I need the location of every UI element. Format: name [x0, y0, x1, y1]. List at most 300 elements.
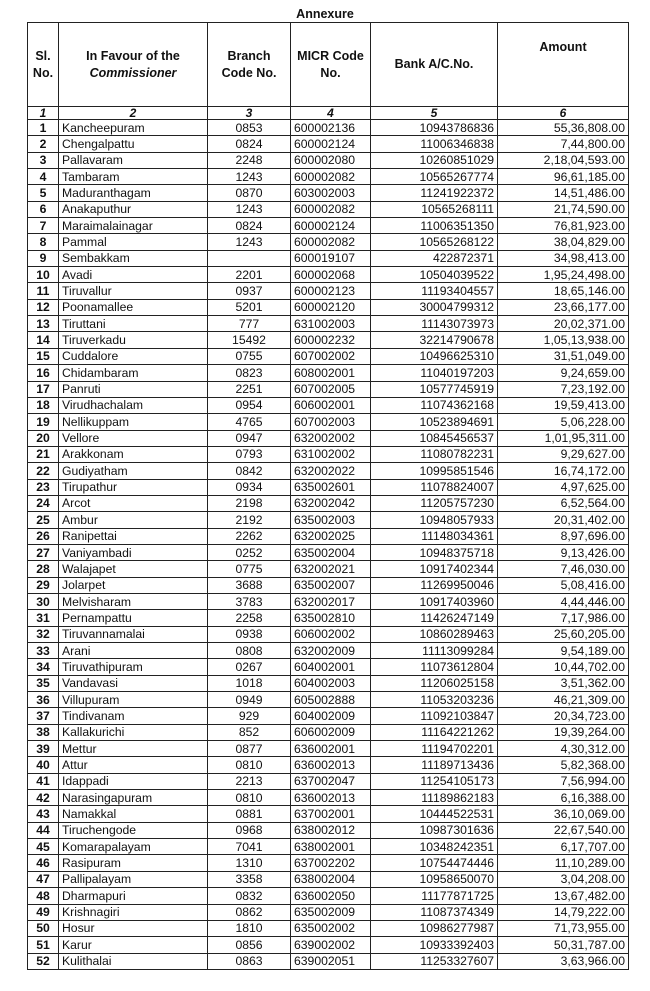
branch-code-cell: 0775	[208, 561, 291, 577]
sl-no-cell: 28	[28, 561, 59, 577]
sl-no-cell: 41	[28, 773, 59, 789]
table-row	[28, 381, 629, 397]
sl-no-cell: 48	[28, 888, 59, 904]
sl-no-cell: 26	[28, 528, 59, 544]
branch-code-cell: 3783	[208, 593, 291, 609]
branch-code-cell: 2201	[208, 267, 291, 283]
amount-cell: 36,10,069.00	[498, 806, 629, 822]
branch-code-cell	[208, 250, 291, 266]
table-row	[28, 675, 629, 691]
account-number-cell: 11206025158	[371, 675, 498, 691]
amount-cell: 6,16,388.00	[498, 790, 629, 806]
column-number: 2	[59, 107, 208, 120]
table-row	[28, 267, 629, 283]
table-row	[28, 920, 629, 936]
commissioner-cell: Gudiyatham	[59, 463, 208, 479]
sl-no-cell: 11	[28, 283, 59, 299]
branch-code-cell: 0810	[208, 757, 291, 773]
commissioner-cell: Komarapalayam	[59, 839, 208, 855]
table-row	[28, 495, 629, 511]
amount-cell: 4,30,312.00	[498, 741, 629, 757]
commissioner-cell: Chengalpattu	[59, 136, 208, 152]
branch-code-cell: 1810	[208, 920, 291, 936]
header-in-favour	[59, 23, 208, 107]
sl-no-cell: 29	[28, 577, 59, 593]
amount-cell: 3,04,208.00	[498, 871, 629, 887]
commissioner-cell: Walajapet	[59, 561, 208, 577]
micr-code-cell: 600019107	[291, 250, 371, 266]
micr-code-cell: 637002047	[291, 773, 371, 789]
table-row	[28, 479, 629, 495]
header-bank-account: Bank A/C.No.	[371, 23, 498, 107]
account-number-cell: 30004799312	[371, 299, 498, 315]
column-number: 1	[28, 107, 59, 120]
account-number-cell: 10348242351	[371, 839, 498, 855]
table-row	[28, 871, 629, 887]
table-row	[28, 348, 629, 364]
amount-cell: 10,44,702.00	[498, 659, 629, 675]
commissioner-cell: Tiruvathipuram	[59, 659, 208, 675]
header-branch-code: Branch Code No.	[208, 23, 291, 107]
micr-code-cell: 635002007	[291, 577, 371, 593]
account-number-cell: 10565267774	[371, 169, 498, 185]
micr-code-cell: 637002001	[291, 806, 371, 822]
account-number-cell: 11006346838	[371, 136, 498, 152]
account-number-cell: 10523894691	[371, 414, 498, 430]
table-row	[28, 806, 629, 822]
amount-cell: 20,31,402.00	[498, 512, 629, 528]
micr-code-cell: 639002002	[291, 937, 371, 953]
micr-code-cell: 639002051	[291, 953, 371, 969]
account-number-cell: 32214790678	[371, 332, 498, 348]
account-number-cell: 10260851029	[371, 152, 498, 168]
commissioner-cell: Attur	[59, 757, 208, 773]
commissioner-cell: Vandavasi	[59, 675, 208, 691]
micr-code-cell: 600002080	[291, 152, 371, 168]
branch-code-cell: 0937	[208, 283, 291, 299]
micr-code-cell: 603002003	[291, 185, 371, 201]
micr-code-cell: 604002009	[291, 708, 371, 724]
commissioner-cell: Poonamallee	[59, 299, 208, 315]
amount-cell: 4,97,625.00	[498, 479, 629, 495]
commissioner-cell: Sembakkam	[59, 250, 208, 266]
branch-code-cell: 0832	[208, 888, 291, 904]
account-number-cell: 10845456537	[371, 430, 498, 446]
commissioner-cell: Dharmapuri	[59, 888, 208, 904]
column-number-row	[28, 107, 629, 120]
account-number-cell: 422872371	[371, 250, 498, 266]
amount-cell: 7,46,030.00	[498, 561, 629, 577]
amount-cell: 4,44,446.00	[498, 593, 629, 609]
amount-cell: 7,17,986.00	[498, 610, 629, 626]
commissioner-cell: Avadi	[59, 267, 208, 283]
micr-code-cell: 632002009	[291, 643, 371, 659]
branch-code-cell: 5201	[208, 299, 291, 315]
table-row	[28, 414, 629, 430]
branch-code-cell: 0934	[208, 479, 291, 495]
amount-cell: 76,81,923.00	[498, 218, 629, 234]
commissioner-cell: Tambaram	[59, 169, 208, 185]
header-sl-no: Sl. No.	[28, 23, 59, 107]
column-number: 5	[371, 107, 498, 120]
table-row	[28, 741, 629, 757]
amount-cell: 38,04,829.00	[498, 234, 629, 250]
branch-code-cell: 2213	[208, 773, 291, 789]
table-row	[28, 365, 629, 381]
branch-code-cell: 15492	[208, 332, 291, 348]
commissioner-cell: Idappadi	[59, 773, 208, 789]
branch-code-cell: 0842	[208, 463, 291, 479]
amount-cell: 2,18,04,593.00	[498, 152, 629, 168]
table-row	[28, 822, 629, 838]
amount-cell: 5,08,416.00	[498, 577, 629, 593]
branch-code-cell: 777	[208, 316, 291, 332]
amount-cell: 11,10,289.00	[498, 855, 629, 871]
branch-code-cell: 0870	[208, 185, 291, 201]
commissioner-cell: Hosur	[59, 920, 208, 936]
amount-cell: 25,60,205.00	[498, 626, 629, 642]
table-row	[28, 643, 629, 659]
amount-cell: 71,73,955.00	[498, 920, 629, 936]
commissioner-cell: Jolarpet	[59, 577, 208, 593]
amount-cell: 3,51,362.00	[498, 675, 629, 691]
amount-cell: 9,54,189.00	[498, 643, 629, 659]
branch-code-cell: 7041	[208, 839, 291, 855]
amount-cell: 9,24,659.00	[498, 365, 629, 381]
table-row	[28, 463, 629, 479]
account-number-cell: 10986277987	[371, 920, 498, 936]
amount-cell: 9,29,627.00	[498, 446, 629, 462]
branch-code-cell: 4765	[208, 414, 291, 430]
commissioner-cell: Pernampattu	[59, 610, 208, 626]
micr-code-cell: 636002050	[291, 888, 371, 904]
amount-cell: 1,05,13,938.00	[498, 332, 629, 348]
table-row	[28, 512, 629, 528]
sl-no-cell: 25	[28, 512, 59, 528]
sl-no-cell: 1	[28, 120, 59, 136]
table-row	[28, 316, 629, 332]
header-amount: Amount	[498, 23, 629, 107]
micr-code-cell: 631002003	[291, 316, 371, 332]
amount-cell: 34,98,413.00	[498, 250, 629, 266]
table-row	[28, 185, 629, 201]
amount-cell: 19,59,413.00	[498, 397, 629, 413]
header-row	[28, 23, 629, 107]
header-micr-code: MICR Code No.	[291, 23, 371, 107]
micr-code-cell: 636002013	[291, 757, 371, 773]
account-number-cell: 11426247149	[371, 610, 498, 626]
commissioner-cell: Nellikuppam	[59, 414, 208, 430]
amount-cell: 16,74,172.00	[498, 463, 629, 479]
table-row	[28, 626, 629, 642]
table-row	[28, 332, 629, 348]
account-number-cell: 10917403960	[371, 593, 498, 609]
account-number-cell: 11074362168	[371, 397, 498, 413]
table-row	[28, 136, 629, 152]
amount-cell: 23,66,177.00	[498, 299, 629, 315]
amount-cell: 19,39,264.00	[498, 724, 629, 740]
sl-no-cell: 44	[28, 822, 59, 838]
table-row	[28, 593, 629, 609]
table-row	[28, 234, 629, 250]
micr-code-cell: 638002001	[291, 839, 371, 855]
branch-code-cell: 0938	[208, 626, 291, 642]
amount-cell: 20,02,371.00	[498, 316, 629, 332]
amount-cell: 1,01,95,311.00	[498, 430, 629, 446]
branch-code-cell: 0823	[208, 365, 291, 381]
amount-cell: 50,31,787.00	[498, 937, 629, 953]
commissioner-cell: Cuddalore	[59, 348, 208, 364]
account-number-cell: 10995851546	[371, 463, 498, 479]
micr-code-cell: 600002082	[291, 201, 371, 217]
sl-no-cell: 27	[28, 544, 59, 560]
amount-cell: 20,34,723.00	[498, 708, 629, 724]
commissioner-cell: Ranipettai	[59, 528, 208, 544]
commissioner-cell: Tiruverkadu	[59, 332, 208, 348]
micr-code-cell: 607002005	[291, 381, 371, 397]
account-number-cell: 10948375718	[371, 544, 498, 560]
commissioner-cell: Krishnagiri	[59, 904, 208, 920]
account-number-cell: 10933392403	[371, 937, 498, 953]
header-in-favour-line2: Commissioner	[89, 65, 177, 80]
account-number-cell: 11254105173	[371, 773, 498, 789]
table-row	[28, 283, 629, 299]
amount-cell: 22,67,540.00	[498, 822, 629, 838]
table-row	[28, 218, 629, 234]
account-number-cell: 11194702201	[371, 741, 498, 757]
micr-code-cell: 600002232	[291, 332, 371, 348]
branch-code-cell: 0877	[208, 741, 291, 757]
account-number-cell: 11080782231	[371, 446, 498, 462]
sl-no-cell: 13	[28, 316, 59, 332]
account-number-cell: 11193404557	[371, 283, 498, 299]
sl-no-cell: 37	[28, 708, 59, 724]
branch-code-cell: 0810	[208, 790, 291, 806]
sl-no-cell: 4	[28, 169, 59, 185]
table-row	[28, 561, 629, 577]
table-row	[28, 773, 629, 789]
sl-no-cell: 18	[28, 397, 59, 413]
table-row	[28, 692, 629, 708]
sl-no-cell: 32	[28, 626, 59, 642]
sl-no-cell: 6	[28, 201, 59, 217]
account-number-cell: 11113099284	[371, 643, 498, 659]
commissioner-cell: Pallipalayam	[59, 871, 208, 887]
table-row	[28, 757, 629, 773]
branch-code-cell: 0824	[208, 136, 291, 152]
amount-cell: 13,67,482.00	[498, 888, 629, 904]
commissioner-cell: Tiruchengode	[59, 822, 208, 838]
branch-code-cell: 0853	[208, 120, 291, 136]
branch-code-cell: 0755	[208, 348, 291, 364]
micr-code-cell: 638002012	[291, 822, 371, 838]
commissioner-cell: Narasingapuram	[59, 790, 208, 806]
commissioner-cell: Maduranthagam	[59, 185, 208, 201]
account-number-cell: 11148034361	[371, 528, 498, 544]
branch-code-cell: 0954	[208, 397, 291, 413]
amount-cell: 8,97,696.00	[498, 528, 629, 544]
micr-code-cell: 604002003	[291, 675, 371, 691]
amount-cell: 96,61,185.00	[498, 169, 629, 185]
branch-code-cell: 0947	[208, 430, 291, 446]
commissioner-cell: Anakaputhur	[59, 201, 208, 217]
branch-code-cell: 0881	[208, 806, 291, 822]
branch-code-cell: 1243	[208, 201, 291, 217]
micr-code-cell: 605002888	[291, 692, 371, 708]
table-row	[28, 937, 629, 953]
commissioner-cell: Maraimalainagar	[59, 218, 208, 234]
micr-code-cell: 635002002	[291, 920, 371, 936]
account-number-cell: 11164221262	[371, 724, 498, 740]
micr-code-cell: 632002025	[291, 528, 371, 544]
commissioner-cell: Tiruttani	[59, 316, 208, 332]
micr-code-cell: 635002004	[291, 544, 371, 560]
amount-cell: 31,51,049.00	[498, 348, 629, 364]
branch-code-cell: 0863	[208, 953, 291, 969]
commissioner-cell: Chidambaram	[59, 365, 208, 381]
branch-code-cell: 2251	[208, 381, 291, 397]
micr-code-cell: 600002124	[291, 218, 371, 234]
branch-code-cell: 2248	[208, 152, 291, 168]
commissioner-cell: Villupuram	[59, 692, 208, 708]
sl-no-cell: 19	[28, 414, 59, 430]
account-number-cell: 10987301636	[371, 822, 498, 838]
account-number-cell: 11189862183	[371, 790, 498, 806]
micr-code-cell: 600002123	[291, 283, 371, 299]
sl-no-cell: 45	[28, 839, 59, 855]
table-row	[28, 888, 629, 904]
table-row	[28, 528, 629, 544]
amount-cell: 7,56,994.00	[498, 773, 629, 789]
micr-code-cell: 600002082	[291, 169, 371, 185]
commissioner-cell: Karur	[59, 937, 208, 953]
micr-code-cell: 635002601	[291, 479, 371, 495]
branch-code-cell: 0862	[208, 904, 291, 920]
table-row	[28, 724, 629, 740]
sl-no-cell: 50	[28, 920, 59, 936]
sl-no-cell: 7	[28, 218, 59, 234]
micr-code-cell: 632002017	[291, 593, 371, 609]
sl-no-cell: 2	[28, 136, 59, 152]
sl-no-cell: 14	[28, 332, 59, 348]
branch-code-cell: 0968	[208, 822, 291, 838]
commissioner-cell: Virudhachalam	[59, 397, 208, 413]
micr-code-cell: 632002002	[291, 430, 371, 446]
branch-code-cell: 0808	[208, 643, 291, 659]
account-number-cell: 11189713436	[371, 757, 498, 773]
table-row	[28, 430, 629, 446]
amount-cell: 5,06,228.00	[498, 414, 629, 430]
amount-cell: 21,74,590.00	[498, 201, 629, 217]
amount-cell: 14,51,486.00	[498, 185, 629, 201]
micr-code-cell: 600002136	[291, 120, 371, 136]
micr-code-cell: 600002068	[291, 267, 371, 283]
micr-code-cell: 600002124	[291, 136, 371, 152]
sl-no-cell: 12	[28, 299, 59, 315]
commissioner-cell: Vellore	[59, 430, 208, 446]
commissioner-cell: Mettur	[59, 741, 208, 757]
branch-code-cell: 0856	[208, 937, 291, 953]
column-number: 3	[208, 107, 291, 120]
micr-code-cell: 604002001	[291, 659, 371, 675]
branch-code-cell: 0267	[208, 659, 291, 675]
sl-no-cell: 5	[28, 185, 59, 201]
amount-cell: 46,21,309.00	[498, 692, 629, 708]
sl-no-cell: 33	[28, 643, 59, 659]
commissioner-cell: Kancheepuram	[59, 120, 208, 136]
sl-no-cell: 30	[28, 593, 59, 609]
branch-code-cell: 2192	[208, 512, 291, 528]
commissioner-cell: Kallakurichi	[59, 724, 208, 740]
table-row	[28, 152, 629, 168]
sl-no-cell: 35	[28, 675, 59, 691]
sl-no-cell: 51	[28, 937, 59, 953]
table-row	[28, 790, 629, 806]
table-row	[28, 953, 629, 969]
amount-cell: 14,79,222.00	[498, 904, 629, 920]
branch-code-cell: 3688	[208, 577, 291, 593]
account-number-cell: 10958650070	[371, 871, 498, 887]
account-number-cell: 10504039522	[371, 267, 498, 283]
column-number: 4	[291, 107, 371, 120]
branch-code-cell: 2258	[208, 610, 291, 626]
commissioner-cell: Tiruvannamalai	[59, 626, 208, 642]
table-row	[28, 659, 629, 675]
table-row	[28, 299, 629, 315]
page-title: Annexure	[296, 7, 354, 21]
table-row	[28, 708, 629, 724]
account-number-cell: 11006351350	[371, 218, 498, 234]
amount-cell: 7,23,192.00	[498, 381, 629, 397]
amount-cell: 6,52,564.00	[498, 495, 629, 511]
micr-code-cell: 607002003	[291, 414, 371, 430]
column-number: 6	[498, 107, 629, 120]
branch-code-cell: 2198	[208, 495, 291, 511]
commissioner-cell: Namakkal	[59, 806, 208, 822]
account-number-cell: 10948057933	[371, 512, 498, 528]
amount-cell: 9,13,426.00	[498, 544, 629, 560]
sl-no-cell: 52	[28, 953, 59, 969]
account-number-cell: 11040197203	[371, 365, 498, 381]
account-number-cell: 10496625310	[371, 348, 498, 364]
table-row	[28, 610, 629, 626]
amount-cell: 55,36,808.00	[498, 120, 629, 136]
commissioner-cell: Panruti	[59, 381, 208, 397]
sl-no-cell: 16	[28, 365, 59, 381]
account-number-cell: 11073612804	[371, 659, 498, 675]
account-number-cell: 11241922372	[371, 185, 498, 201]
sl-no-cell: 39	[28, 741, 59, 757]
account-number-cell: 11205757230	[371, 495, 498, 511]
account-number-cell: 10917402344	[371, 561, 498, 577]
micr-code-cell: 606002001	[291, 397, 371, 413]
commissioner-cell: Pammal	[59, 234, 208, 250]
table-row	[28, 839, 629, 855]
table-row	[28, 250, 629, 266]
branch-code-cell: 1243	[208, 234, 291, 250]
account-number-cell: 11053203236	[371, 692, 498, 708]
account-number-cell: 11269950046	[371, 577, 498, 593]
sl-no-cell: 43	[28, 806, 59, 822]
sl-no-cell: 36	[28, 692, 59, 708]
micr-code-cell: 631002002	[291, 446, 371, 462]
sl-no-cell: 47	[28, 871, 59, 887]
account-number-cell: 10565268122	[371, 234, 498, 250]
commissioner-cell: Kulithalai	[59, 953, 208, 969]
account-number-cell: 11143073973	[371, 316, 498, 332]
table-row	[28, 120, 629, 136]
branch-code-cell: 0252	[208, 544, 291, 560]
